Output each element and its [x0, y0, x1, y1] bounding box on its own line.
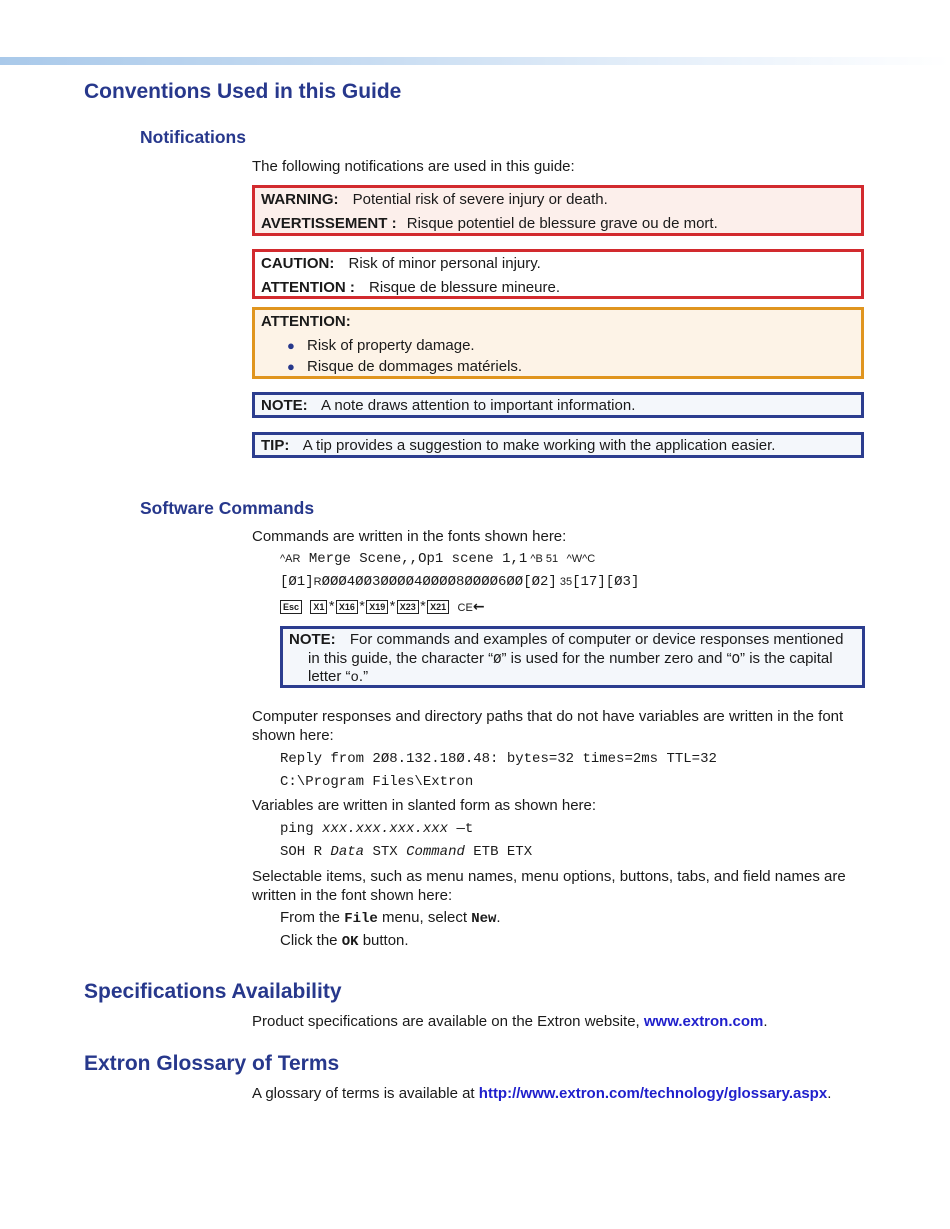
selectable-example-1: From the File menu, select New.	[280, 909, 501, 927]
caution-text-fr: Risque de blessure mineure.	[369, 279, 560, 296]
commands-note-line2: in this guide, the character “Ø” is used for the number zero and “O” is the capital	[308, 650, 833, 668]
note-label: NOTE:	[261, 397, 308, 414]
attention-label: ATTENTION:	[261, 313, 351, 330]
soh-example: SOH R Data STX Command ETB ETX	[280, 844, 533, 860]
warning-label-fr: AVERTISSEMENT :	[261, 215, 397, 232]
list-item: ● Risque de dommages matériels.	[287, 358, 523, 375]
tip-text: A tip provides a suggestion to make working with the application easier.	[302, 437, 776, 454]
responses-intro-line1: Computer responses and directory paths that do not have variables are written in the font	[252, 708, 844, 725]
warning-text-fr: Risque potentiel de blessure grave ou de mort.	[406, 215, 718, 232]
specifications-text: Product specifications are available on the Extron website, www.extron.com.	[252, 1013, 768, 1030]
note-box	[252, 392, 864, 418]
ping-example: ping xxx.xxx.xxx.xxx —t	[280, 821, 474, 837]
bullet-icon: ●	[287, 338, 295, 353]
glossary-title: Extron Glossary of Terms	[84, 1052, 340, 1075]
tip-box	[252, 432, 864, 458]
x1-key: X1	[310, 600, 327, 614]
command-example-1: ^AR Merge Scene,,Op1 scene 1,1 ^B 51 ^W^C	[280, 551, 596, 567]
esc-key: Esc	[280, 600, 302, 614]
selectable-intro-line2: written in the font shown here:	[252, 887, 453, 904]
specifications-title: Specifications Availability	[84, 980, 342, 1003]
warning-box	[252, 185, 864, 236]
caution-text: Risk of minor personal injury.	[348, 255, 541, 272]
note-text: A note draws attention to important information.	[321, 397, 636, 414]
responses-intro-line2: shown here:	[252, 727, 334, 744]
path-example: C:\Program Files\Extron	[280, 774, 474, 790]
selectable-intro-line1: Selectable items, such as menu names, menu options, buttons, tabs, and field names are	[252, 868, 846, 885]
list-item: ● Risk of property damage.	[287, 337, 475, 354]
commands-note-line3: letter “o.”	[308, 668, 369, 686]
command-example-3: Esc X1 * X16 * X19 * X23 * X21 CE←	[280, 598, 485, 618]
selectable-example-2: Click the OK button.	[280, 932, 409, 950]
x19-key: X19	[366, 600, 388, 614]
attention-box	[252, 307, 864, 379]
reply-example: Reply from 2Ø8.132.18Ø.48: bytes=32 times=2ms TTL=32	[280, 751, 717, 767]
notifications-intro: The following notifications are used in this guide:	[252, 158, 575, 175]
tip-label: TIP:	[261, 437, 290, 454]
glossary-link[interactable]: http://www.extron.com/technology/glossary.aspx	[478, 1085, 828, 1102]
bullet-icon: ●	[287, 359, 295, 374]
notifications-heading: Notifications	[140, 127, 246, 147]
commands-intro: Commands are written in the fonts shown here:	[252, 528, 567, 545]
conventions-title: Conventions Used in this Guide	[84, 80, 402, 103]
glossary-text: A glossary of terms is available at http://www.extron.com/technology/glossary.aspx.	[252, 1085, 832, 1102]
warning-label: WARNING:	[261, 191, 339, 208]
x21-key: X21	[427, 600, 449, 614]
command-example-2: [Ø1]RØØØ4ØØ3ØØØØ4ØØØØ8ØØØØ6ØØ[Ø2] 35[17][Ø3]	[280, 574, 640, 590]
caution-box	[252, 249, 864, 299]
software-commands-heading: Software Commands	[140, 498, 315, 518]
commands-note-line1: For commands and examples of computer or device responses mentioned	[349, 631, 844, 648]
extron-website-link[interactable]: www.extron.com	[643, 1013, 764, 1030]
warning-text: Potential risk of severe injury or death.	[352, 191, 608, 208]
caution-label-fr: ATTENTION :	[261, 279, 355, 296]
x23-key: X23	[397, 600, 419, 614]
commands-note-label: NOTE:	[289, 631, 336, 648]
caution-label: CAUTION:	[261, 255, 335, 272]
enter-arrow-icon: ←	[472, 599, 485, 615]
x16-key: X16	[336, 600, 358, 614]
variables-intro: Variables are written in slanted form as shown here:	[252, 797, 597, 814]
commands-note-box	[280, 626, 865, 688]
header-gradient-bar	[0, 57, 950, 65]
